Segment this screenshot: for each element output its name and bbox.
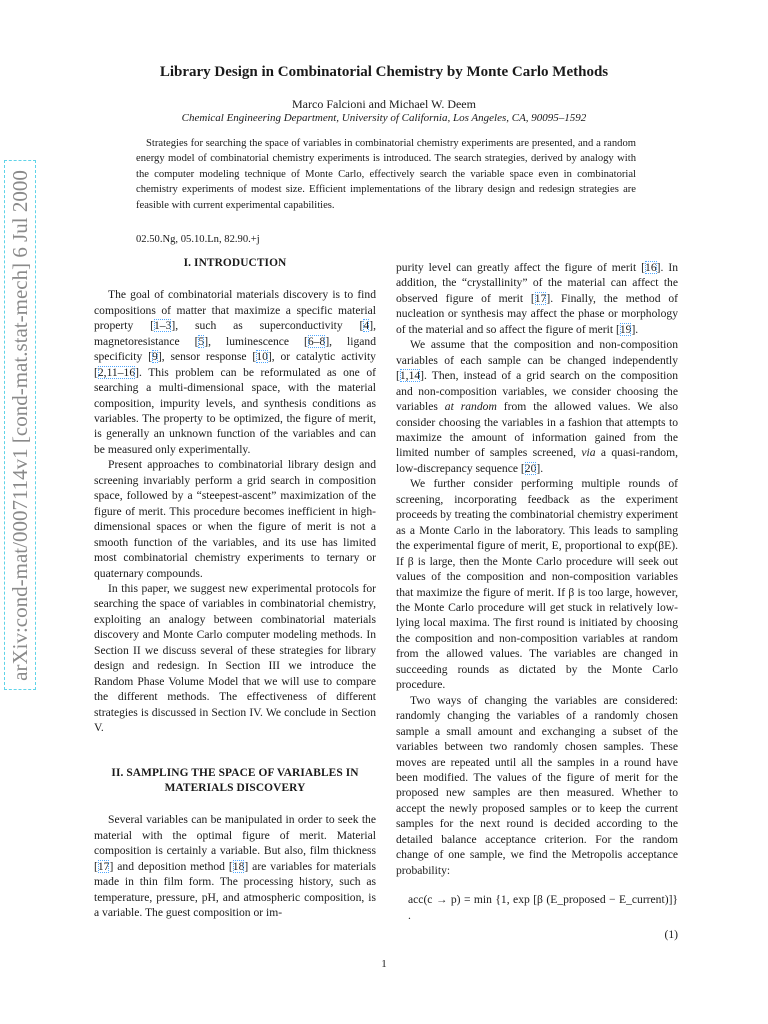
citation-link[interactable]: 17 (534, 291, 547, 305)
citation-link[interactable]: 17 (97, 859, 110, 873)
equation-text: acc(c → p) = min {1, exp [β (E_proposed − E_current)]} . (408, 893, 678, 922)
affiliation: Chemical Engineering Department, University of California, Los Angeles, CA, 90095–1592 (181, 112, 587, 124)
citation-link[interactable]: 16 (645, 261, 657, 274)
paragraph: Two ways of changing the variables are considered: randomly changing the variables of a randomly chosen sample a small amount and exchanging a subset of the variables between two randomly chosen samples. These moves are repeated until all the samples in a round have been modified. The values of the figure of merit for the proposed new samples are then measured. Whether to accept the newly proposed samples or to keep the current samples for the next round is decided according to the detailed balance acceptance criterion. For the random change of one sample, we find the Metropolis acceptance probability: (396, 693, 678, 877)
paragraph: We assume that the composition and non-composition variables of each sample can be changed independently [1,14]. Then, instead of a grid search on the composition and non-composition variables, we consider choosing the variables at random from the allowed values. We also consider choosing the variables in a fashion that attempts to maximize the amount of information gained from the limited number of samples screened, via a quasi-random, low-discrepancy sequence [20]. (396, 338, 678, 475)
paragraph: We further consider performing multiple rounds of screening, incorporating feedback as the experiment proceeds by treating the combinatorial chemistry experiment as a Monte Carlo in the laboratory. This leads to sampling the experimental figure of merit, E, proportional to exp(βE). If β is large, then the Monte Carlo procedure will seek out values of the composition and non-composition variables that maximize the figure of merit. If β is too large, however, the Monte Carlo procedure will get stuck in relatively low-lying local maxima. The first round is initiated by choosing the composition and non-composition variables at random from the allowed values. The variables are changed in succeeding rounds as dictated by the Monte Carlo procedure. (396, 477, 679, 692)
left-column (94, 256, 376, 921)
citation-link[interactable]: 1,14 (399, 369, 421, 383)
paper-title: Library Design in Combinatorial Chemistry by Monte Carlo Methods (159, 64, 609, 80)
citation-link[interactable]: 2,11–16 (97, 365, 136, 379)
paragraph: purity level can greatly affect the figure of merit [16]. In addition, the “crystallinity” of the material can affect the observed figure of merit [17]. Finally, the method of nucleation or synthesis may affect the phase or morphology of the material and so affect the figure of merit [19]. (396, 261, 678, 336)
right-column (396, 260, 678, 942)
pacs-codes: 02.50.Ng, 05.10.Ln, 82.90.+j (136, 234, 260, 245)
equation-number: (1) (664, 928, 678, 942)
citation-link[interactable]: 5 (198, 334, 205, 348)
paragraph: Several variables can be manipulated in order to seek the material with the optimal figure of merit. Material composition is certainly a variable. But also, film thickness [17] and deposition method [18] are variables for materials made in thin film form. The processing history, such as temperature, pressure, pH, and atmospheric composition, is a variable. The guest composition or im- (94, 813, 377, 920)
equation-1 (396, 892, 678, 923)
paragraph: Present approaches to combinatorial library design and screening invariably perform a grid search in composition space, followed by a “steepest-ascent” maximization of the figure of merit. This procedure becomes inefficient in high-dimensional spaces or when the figure of merit is not a smooth function of the variables, and its use has limited most combinatorial chemistry experiments to ternary or quaternary compounds. (94, 458, 376, 580)
citation-link[interactable]: 1–3 (154, 319, 172, 333)
authors: Marco Falcioni and Michael W. Deem (292, 97, 476, 111)
paragraph: The goal of combinatorial materials discovery is to find compositions of matter that maximize a specific material property [1–3], such as superconductivity [4], magnetoresistance [5], luminescence [6–8], ligand specificity [9], sensor response [10], or catalytic activity [2,11–16]. This problem can be reformulated as one of searching a multi-dimensional space, with the material composition, impurity levels, and synthesis conditions as variables. The property to be optimized, the figure of merit, is generally an unknown function of the variables and can be measured only experimentally. (94, 288, 377, 456)
page-number: 1 (381, 958, 387, 970)
citation-link[interactable]: 19 (619, 322, 632, 336)
abstract: Strategies for searching the space of variables in combinatorial chemistry experiments are presented, and a random energy model of combinatorial chemistry experiments is introduced. The search strategies, derived by analogy with the computer modeling technique of Monte Carlo, effectively search the variable space even in combinatorial chemistry experiments of modest size. Efficient implementations of the library design and redesign strategies are feasible with current experimental capabilities. (136, 138, 636, 211)
citation-link[interactable]: 9 (152, 350, 158, 364)
arxiv-id: arXiv:cond-mat/0007114v1 [cond-mat.stat-mech] 6 Jul 2000 (7, 169, 32, 681)
paragraph: In this paper, we suggest new experimental protocols for searching the space of variables in combinatorial chemistry, exploiting an analogy between combinatorial materials discovery and Monte Carlo computer modeling methods. In Section II we discuss several of these strategies for library design and redesign. In Section III we introduce the Random Phase Volume Model that we will use to compare the different methods. The effectiveness of different strategies is discussed in Section IV. We conclude in Section V. (94, 582, 376, 735)
section-heading-introduction: I. INTRODUCTION (183, 257, 287, 269)
section-heading-sampling: II. SAMPLING THE SPACE OF VARIABLES IN MATERIALS DISCOVERY (111, 766, 359, 794)
citation-link[interactable]: 6–8 (307, 334, 326, 348)
arxiv-sidebar-stamp (4, 160, 36, 690)
citation-link[interactable]: 10 (256, 350, 268, 364)
citation-link[interactable]: 20 (524, 461, 537, 475)
citation-link[interactable]: 4 (363, 319, 370, 333)
citation-link[interactable]: 18 (232, 859, 245, 873)
